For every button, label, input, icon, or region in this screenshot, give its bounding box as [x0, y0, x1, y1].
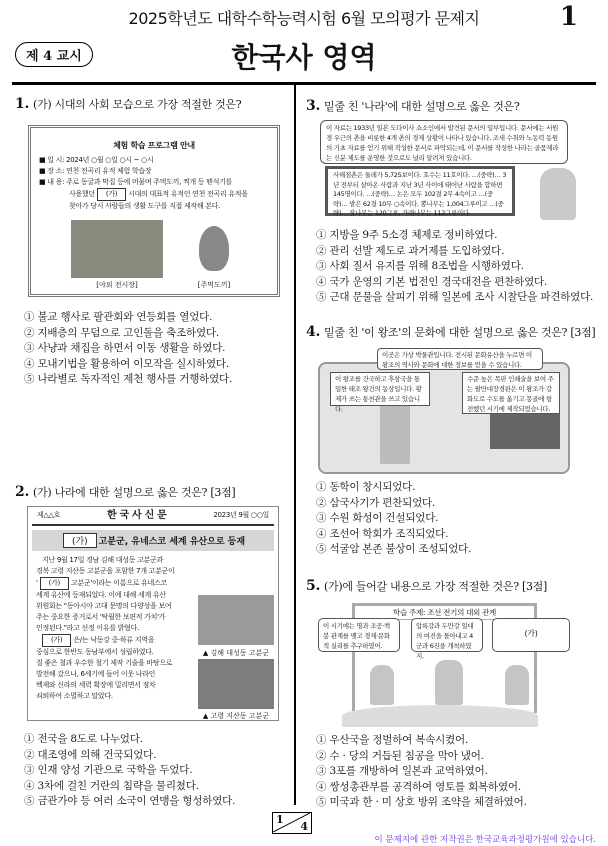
paper-name: 한 국 사 신 문	[106, 510, 167, 521]
hand-axe-photo	[199, 226, 229, 271]
article-line: 발전해 갔으나, 6세기에 들어 이웃 나라인	[36, 670, 156, 678]
caption: ▲ 고령 지산동 고분군	[202, 712, 270, 720]
q1-content: ■ 내 용: 주로 동굴과 막집 등에 머물며 주먹도끼, 찍개 등 뗀석기를	[39, 178, 233, 186]
exam-title: 2025학년도 대학수학능력시험 6월 모의평가 문제지	[128, 9, 480, 28]
daeseong-tombs-photo	[198, 595, 274, 645]
q5-text: (가)에 들어갈 내용으로 가장 적절한 것은? [3점]	[324, 580, 547, 593]
choice[interactable]: ④ 쌍성총관부를 공격하여 영토를 회복하였어.	[316, 780, 521, 793]
student-illustration	[435, 660, 463, 705]
page-indicator	[272, 812, 312, 834]
learning-topic: 학습 주제: 조선 전기의 대외 관계	[355, 606, 534, 620]
q2-choices	[24, 732, 235, 810]
q2-text: (가) 나라에 대한 설명으로 옳은 것은? [3점]	[33, 486, 236, 499]
teacher-illustration	[540, 168, 576, 220]
question-2	[15, 484, 235, 500]
article-line: 주는 중요한 증거로서 '탁월한 보편적 가치'가	[36, 613, 166, 621]
question-4	[306, 324, 595, 340]
q4-text: 밑줄 친 '이 왕조'의 문화에 대한 설명으로 옳은 것은? [3점]	[324, 326, 596, 339]
article-line: 경북 고령 지산동 고분군을 포함한 7개 고분군이	[36, 567, 175, 575]
choice[interactable]: ⑤ 근대 문물을 살피기 위해 일본에 조사 시찰단을 파견하였다.	[316, 291, 594, 303]
choice[interactable]: ③ 수원 화성이 건설되었다.	[316, 512, 439, 524]
page-number: 1	[559, 2, 578, 32]
choice[interactable]: ② 관리 선발 제도로 과거제를 도입하였다.	[316, 244, 505, 257]
outdoor-exhibit-photo	[71, 220, 163, 278]
jisan-tombs-photo	[198, 659, 274, 709]
choice[interactable]: ④ 3차에 걸친 거란의 침략을 물리쳤다.	[24, 779, 199, 792]
q5-number: 5.	[306, 578, 321, 594]
tripitaka-woodblock	[490, 409, 560, 449]
paper-date: 2023년 9월 ○○일	[213, 511, 269, 519]
article-line: 쇠퇴하여 소멸하고 말았다.	[36, 692, 113, 700]
q1-program-box	[28, 125, 280, 297]
student-1-bubble: 이 시기에는 명과 조공·책봉 관계를 맺고 경제·문화적 실리를 추구하였어.	[318, 618, 400, 652]
choice[interactable]: ① 불교 행사로 팔관회와 연등회를 열었다.	[24, 311, 213, 323]
village-document: 사해점촌은 둘레가 5,725보이다. 호수는 11호이다. …(중략)… 3년 전부터 살아온 사람과 지난 3년 사이에 태어난 사람을 합하면 145명이다. …(중략)… 논은 모두 102결 2무 4속이고 …(중략)… 밭은 62결 10무 ○속이다. 뽕나무는 1,004그루이고 …(중략)… 잣나무는 120그루, 가래나무는 112그루이다.	[325, 166, 515, 216]
statue-info-bubble: 이 왕조를 건국하고 후삼국을 통일한 태조 왕건의 동상입니다. 황제가 쓰는 통천관을 쓰고 있습니다.	[330, 372, 430, 406]
choice[interactable]: ⑤ 석굴암 본존 불상이 조성되었다.	[316, 543, 472, 555]
caption: [야외 전시장]	[96, 281, 138, 289]
question-1	[15, 96, 241, 112]
headline	[32, 530, 274, 551]
choice[interactable]: ② 지배층의 무덤으로 고인돌을 축조하였다.	[24, 326, 220, 339]
total-pages: 4	[300, 820, 308, 833]
student-illustration	[505, 665, 529, 705]
q4-number: 4.	[306, 324, 321, 340]
choice[interactable]: ① 동학이 창시되었다.	[316, 481, 416, 493]
q1-choices	[24, 310, 232, 388]
article-line: 질 좋은 철과 우수한 철기 제작 기술을 바탕으로	[36, 659, 173, 667]
article-line: 세계 유산에 등재되었다. 이에 대해 세계 유산	[36, 591, 166, 599]
caption: [주먹도끼]	[197, 281, 231, 289]
woodblock-info-bubble: 수준 높은 목판 인쇄술을 보여 주는 팔만대장경판은 이 왕조가 강화도로 수도를 옮기고 몽골에 항전했던 시기에 제작되었습니다.	[462, 372, 560, 414]
student-2-bubble: 압록강과 두만강 일대의 여진을 몰아내고 4군과 6진을 개척하였지.	[411, 618, 483, 652]
paper-issue: 제△△호	[37, 511, 61, 519]
blank-ga: (가)	[63, 533, 97, 548]
question-3	[306, 98, 519, 114]
choice[interactable]: ② 수 · 당의 거듭된 침공을 막아 냈어.	[316, 749, 484, 762]
q5-choices	[316, 733, 527, 811]
q4-choices	[316, 480, 471, 558]
current-page: 1	[276, 813, 284, 826]
article-line: '	[36, 579, 38, 587]
table-illustration	[342, 705, 538, 727]
q1-text-part: 사용했던	[69, 190, 95, 198]
choice[interactable]: ④ 조선어 학회가 조직되었다.	[316, 527, 449, 540]
q3-text: 밑줄 친 '나라'에 대한 설명으로 옳은 것은?	[324, 100, 520, 113]
q1-text-part: 찾아가 당시 사람들의 생활 도구를 직접 제작해 본다.	[69, 202, 221, 210]
blank-ga: (가)	[97, 188, 126, 201]
choice[interactable]: ⑤ 금관가야 등 여러 소국이 연맹을 형성하였다.	[24, 795, 236, 807]
choice[interactable]: ② 삼국사기가 편찬되었다.	[316, 496, 436, 509]
student-3-bubble-blank: (가)	[492, 618, 570, 652]
choice[interactable]: ① 지방을 9주 5소경 체제로 정비하였다.	[316, 229, 498, 241]
newspaper	[27, 506, 279, 721]
guide-speech-bubble: 이곳은 가상 박물관입니다. 전시된 문화유산을 누르면 이 왕조의 역사와 문화에 대한 정보를 얻을 수 있습니다.	[377, 348, 543, 370]
blank-ga: (가)	[42, 634, 71, 647]
subject-title: 한국사 영역	[231, 41, 377, 74]
choice[interactable]: ⑤ 미국과 한 · 미 상호 방위 조약을 체결하였어.	[316, 796, 527, 808]
q1-text-part: 시대의 대표적 유적인 연천 전곡리 유적을	[128, 190, 248, 198]
copyright-notice: 이 문제지에 관한 저작권은 한국교육과정평가원에 있습니다.	[374, 835, 596, 845]
q2-number: 2.	[15, 484, 30, 500]
header-rule	[12, 82, 596, 85]
period-badge: 제 4 교시	[15, 42, 93, 67]
blank-ga: (가)	[40, 577, 69, 590]
choice[interactable]: ④ 국가 운영의 기본 법전인 경국대전을 편찬하였다.	[316, 275, 548, 288]
article-line: 백제와 신라의 세력 확장에 밀리면서 점차	[36, 681, 156, 689]
column-divider	[294, 85, 296, 805]
article-line: 은/는 낙동강 중·하류 지역을	[73, 636, 155, 644]
article-line: 중심으로 한반도 동남부에서 성립하였다.	[36, 648, 154, 656]
choice[interactable]: ③ 사회 질서 유지를 위해 8조법을 시행하였다.	[316, 260, 524, 272]
q1-place: ■ 장 소: 연천 전곡리 유적 체험 학습장	[39, 167, 152, 175]
q3-number: 3.	[306, 98, 321, 114]
choice[interactable]: ① 전국을 8도로 나누었다.	[24, 733, 143, 745]
caption: ▲ 김해 대성동 고분군	[202, 649, 270, 657]
q1-box-title: 체험 학습 프로그램 안내	[113, 141, 195, 150]
choice[interactable]: ② 대조영에 의해 건국되었다.	[24, 748, 157, 761]
choice[interactable]: ③ 3포를 개방하여 일본과 교역하였어.	[316, 765, 488, 777]
q3-choices	[316, 228, 593, 306]
article-line: 지난 9월 17일 경남 김해 대성동 고분군과	[42, 556, 163, 564]
question-5	[306, 578, 547, 594]
choice[interactable]: ⑤ 나라별로 독자적인 제천 행사를 거행하였다.	[24, 373, 233, 385]
choice[interactable]: ③ 사냥과 채집을 하면서 이동 생활을 하였다.	[24, 342, 226, 354]
headline-text: 고분군, 유네스코 세계 유산으로 등재	[98, 537, 246, 547]
q1-number: 1.	[15, 96, 30, 112]
teacher-speech-bubble: 이 자료는 1933년 일본 도다이사 쇼소인에서 발견된 문서의 일부입니다. 문서에는 서원경 우근의 촌을 비롯한 4개 촌의 경제 상황이 나타나 있습니다. 조세 수취와 노동력 동원의 기초 자료를 얻기 위해 작성한 문서로 파악되는데, 이 문서를 작성한 나라는 골품제라는 신분 제도를 운영한 것으로도 널리 알려져 있습니다.	[320, 120, 568, 164]
choice[interactable]: ① 우산국을 정벌하여 복속시켰어.	[316, 734, 469, 746]
choice[interactable]: ④ 모내기법을 활용하여 이모작을 실시하였다.	[24, 357, 229, 370]
article-line: 고분군'이라는 이름으로 유네스코	[70, 579, 167, 587]
article-line: 위원회는 "동아시아 고대 문명의 다양성을 보여	[36, 602, 172, 610]
q1-date: ■ 일 시: 2024년 ○월 ○일 ○시 ~ ○시	[39, 156, 154, 164]
q1-text: (가) 시대의 사회 모습으로 가장 적절한 것은?	[33, 98, 242, 111]
article-line: 인정된다."라고 선정 이유를 밝혔다.	[36, 624, 140, 632]
student-illustration	[370, 665, 394, 705]
choice[interactable]: ③ 인재 양성 기관으로 국학을 두었다.	[24, 764, 193, 776]
